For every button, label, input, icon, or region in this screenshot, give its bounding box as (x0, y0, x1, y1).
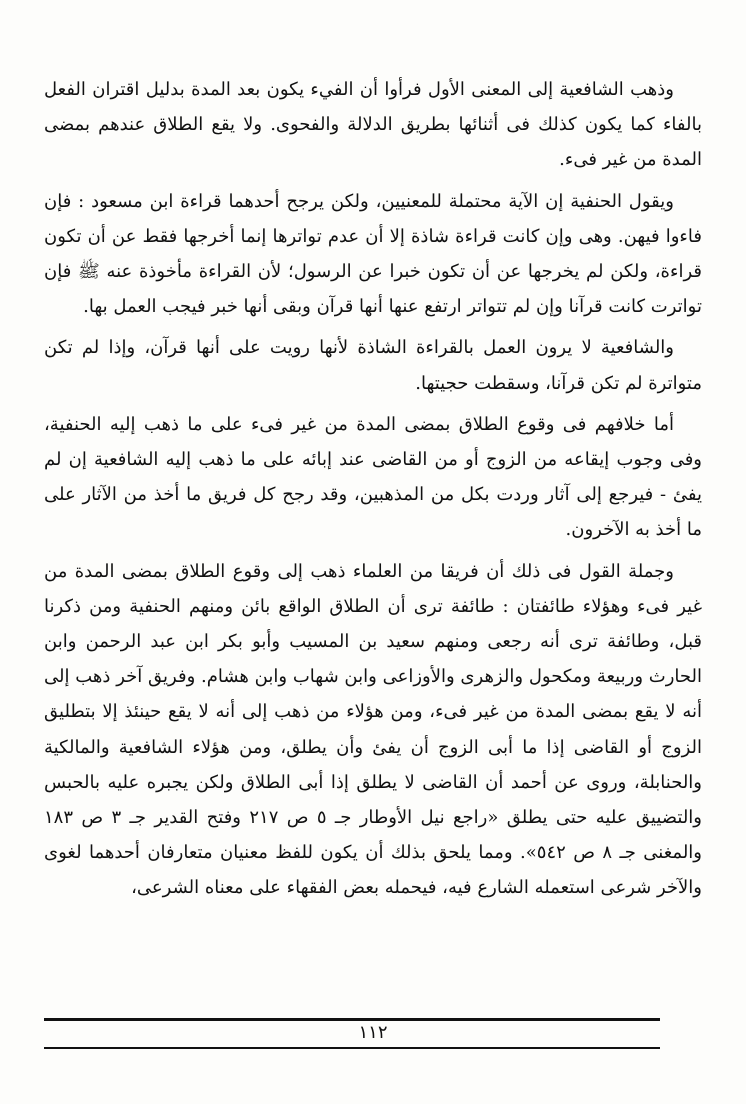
page-body (44, 72, 702, 912)
footer-rule-thin (44, 1047, 660, 1049)
paragraph-1: وذهب الشافعية إلى المعنى الأول فرأوا أن الفيء يكون بعد المدة بدليل اقتران الفعل بالفاء كما يكون كذلك فى أثنائها بطريق الدلالة والفحوى. ولا يقع الطلاق عندهم بمضى المدة من غير فىء. (44, 79, 702, 171)
page-number: ١١٢ (358, 1022, 388, 1043)
paragraph-5: وجملة القول فى ذلك أن فريقا من العلماء ذهب إلى وقوع الطلاق بمضى المدة من غير فىء وهؤلاء طائفتان : طائفة ترى أن الطلاق الواقع بائن ومنهم الحنفية ومن ذكرنا قبل، وطائفة ترى أنه رجعى ومنهم سعيد بن المسيب وأبو بكر ابن عبد الرحمن وابن الحارث وربيعة ومكحول والزهرى والأوزاعى وابن شهاب وابن هشام. وفريق آخر ذهب إلى أنه لا يقع بمضى المدة من غير فىء، ومن هؤلاء من ذهب إلى أنه لا يقع حينئذ إلا بتطليق الزوج أو القاضى إذا ما أبى الزوج أن يفئ وأن يطلق، ومن هؤلاء الشافعية والمالكية والحنابلة، وروى عن أحمد أن القاضى لا يطلق إذا أبى الطلاق ولكن يجبره عليه بالحبس والتضييق عليه حتى يطلق «راجع نيل الأوطار جـ ٥ ص ٢١٧ وفتح القدير جـ ٣ ص ١٨٣ والمغنى جـ ٨ ص ٥٤٢». ومما يلحق بذلك أن يكون للفظ معنيان متعارفان أحدهما لغوى والآخر شرعى استعمله الشارع فيه، فيحمله بعض الفقهاء على معناه الشرعى، (44, 560, 702, 899)
paragraph-3: والشافعية لا يرون العمل بالقراءة الشاذة لأنها رويت على أنها قرآن، وإذا لم تكن متواترة لم تكن قرآنا، وسقطت حجيتها. (44, 337, 702, 394)
paragraph-2: ويقول الحنفية إن الآية محتملة للمعنيين، ولكن يرجح أحدهما قراءة ابن مسعود : فإن فاءوا فيهن. وهى وإن كانت قراءة شاذة إلا أن عدم تواترها إنما أخرجها فقط عن أن تكون قراءة، ولكن لم يخرجها عن أن تكون خبرا عن الرسول؛ لأن القراءة مأخوذة عنه ﷺ فإن تواترت كانت قرآنا وإن لم تتواتر ارتفع عنها أنها قرآن وبقى أنها خبر فيجب العمل بها. (44, 190, 702, 318)
paragraph-4: أما خلافهم فى وقوع الطلاق بمضى المدة من غير فىء على ما ذهب إليه الحنفية، وفى وجوب إيقاعه من الزوج أو من القاضى عند إبائه على ما ذهب إليه الشافعية إن لم يفئ - فيرجع إلى آثار وردت بكل من المذهبين، وقد رجح كل فريق ما أخذ من الآثار على ما أخذ به الآخرون. (44, 413, 702, 541)
footer-rule-thick (44, 1018, 660, 1021)
